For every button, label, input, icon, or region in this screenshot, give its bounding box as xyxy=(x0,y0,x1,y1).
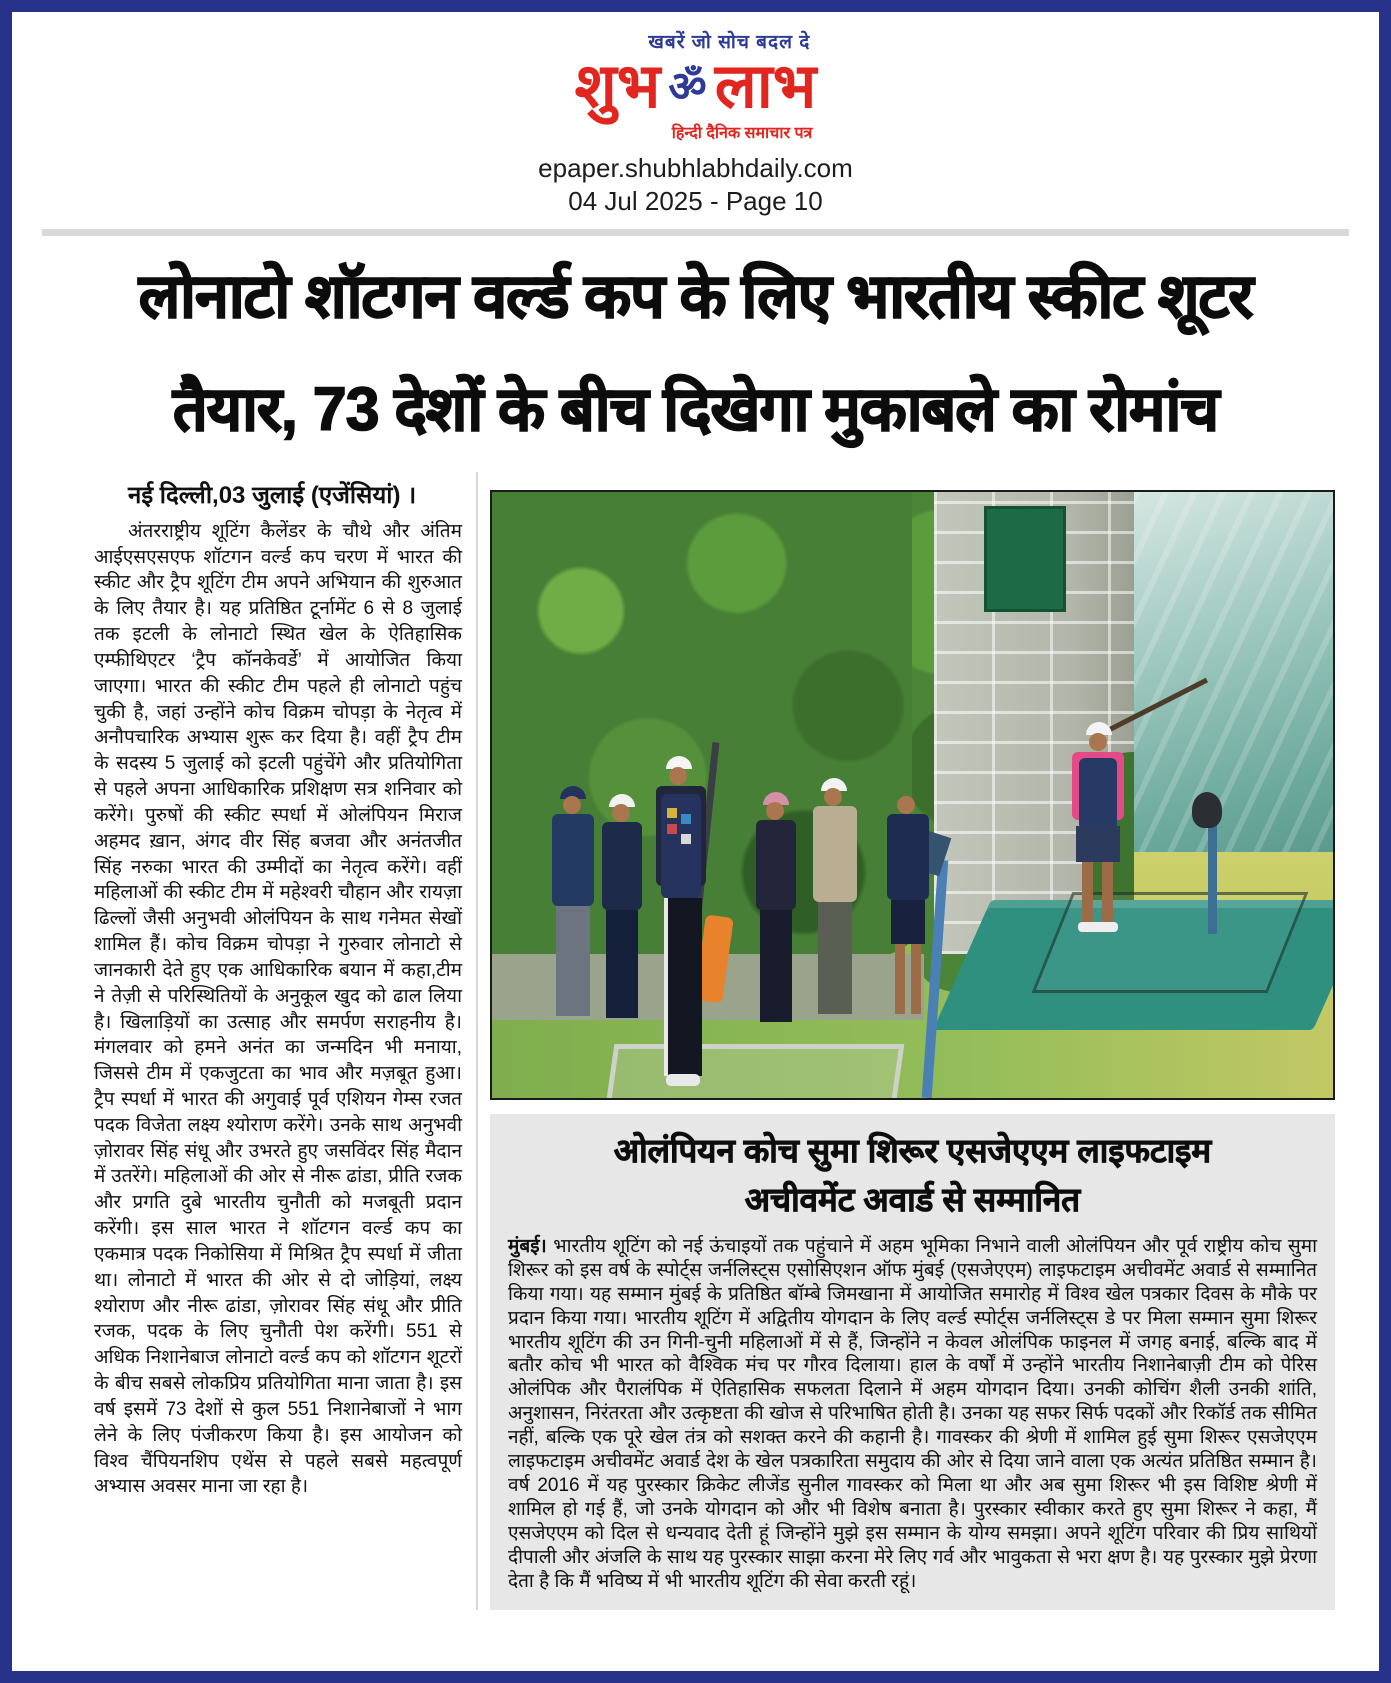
main-headline xyxy=(12,240,1379,466)
photo-shooter-shorts xyxy=(1076,826,1120,862)
masthead-subtitle: हिन्दी दैनिक समाचार पत्र xyxy=(671,125,813,143)
photo-person-5-head xyxy=(897,796,915,814)
ganesh-om-icon: ॐ xyxy=(668,62,707,110)
photo-person-4-head xyxy=(824,788,842,806)
main-headline-line2: तैयार, 73 देशों के बीच दिखेगा मुकाबले का रोमांच xyxy=(172,374,1219,443)
photo-person-3-head xyxy=(766,802,784,820)
photo-person-5-shorts xyxy=(891,900,925,944)
left-column xyxy=(94,472,462,1610)
photo-person-3-legs xyxy=(760,910,792,1022)
divider-rule xyxy=(42,229,1349,236)
second-headline-line2: अचीवमेंट अवार्ड से सम्मानित xyxy=(744,1181,1081,1219)
photo-woman-pants xyxy=(664,898,702,1076)
photo-person-1 xyxy=(550,786,600,1026)
photo-target-machine-head xyxy=(1192,792,1222,828)
article-columns xyxy=(12,472,1379,1610)
photo-woman-shoe xyxy=(666,1074,700,1086)
right-column xyxy=(476,472,1335,1610)
second-article-body xyxy=(508,1235,1317,1594)
photo-person-2-legs xyxy=(606,910,638,1018)
second-article-lead: मुंबई। xyxy=(508,1235,547,1257)
masthead-title-word2: लाभ xyxy=(714,52,817,121)
photo-person-4-body xyxy=(813,806,857,902)
masthead-tagline: खबरें जो सोच बदल दे xyxy=(648,32,811,53)
photo-person-woman xyxy=(644,756,764,1096)
photo-woman-head xyxy=(669,767,687,785)
photo-shooter xyxy=(1052,714,1182,974)
photo-shooter-vest xyxy=(1079,758,1117,830)
photo-person-2-head xyxy=(612,804,630,822)
photo-person-5-body xyxy=(887,814,929,900)
photo-person-5-legs xyxy=(895,944,905,1014)
photo-woman-badges xyxy=(667,808,677,818)
main-article-body: अंतरराष्ट्रीय शूटिंग कैलेंडर के चौथे और अंतिम आईएसएसएफ शॉटगन वर्ल्ड कप चरण में भारत की स्कीट और ट्रैप शूटिंग टीम अपने अभियान की शुरुआत के लिए तैयार है। यह प्रतिष्ठित टूर्नामेंट 6 से 8 जुलाई तक इटली के लोनाटो स्थित खेल के ऐतिहासिक एम्फीथिएटर ‘ट्रैप कॉनकेवर्डे’ में आयोजित किया जाएगा। भारत की स्कीट टीम पहले ही लोनाटो पहुंच चुकी है, जहां उन्होंने कोच विक्रम चोपड़ा के नेतृत्व में अनौपचारिक अभ्यास शुरू कर दिया है। वहीं ट्रैप टीम के सदस्य 5 जुलाई को इटली पहुंचेंगे और प्रतियोगिता से पहले अपना आधिकारिक प्रशिक्षण सत्र शनिवार को करेंगे। पुरुषों की स्कीट स्पर्धा में ओलंपियन मिराज अहमद ख़ान, अंगद वीर सिंह बजवा और अनंतजीत सिंह नरुका भारत की उम्मीदों का नेतृत्व करेंगे। वहीं महिलाओं की स्कीट टीम में महेश्वरी चौहान और रायज़ा ढिल्लों जैसी अनुभवी ओलंपियन के साथ गनेमत सेखों शामिल हैं। कोच विक्रम चोपड़ा ने गुरुवार लोनाटो से जानकारी देते हुए एक आधिकारिक बयान में कहा,टीम ने तेज़ी से परिस्थितियों के अनुकूल खुद को ढाल लिया है। खिलाड़ियों का उत्साह और समर्पण सराहनीय है। मंगलवार को हमने अनंत का जन्मदिन भी मनाया, जिससे टीम में एकजुटता का भाव और मज़बूत हुआ। ट्रैप स्पर्धा में भारत की अगुवाई पूर्व एशियन गेम्स रजत पदक विजेता लक्ष्य श्योराण करेंगे। उनके साथ अनुभवी ज़ोरावर सिंह संधू और उभरते हुए जसविंदर सिंह मैदान में उतरेंगे। महिलाओं की ओर से नीरू ढांडा, प्रीति रजक और प्रगति दुबे भारतीय चुनौती को मजबूती प्रदान करेंगी। इस साल भारत ने शॉटगन वर्ल्ड कप का एकमात्र पदक निकोसिया में मिश्रित ट्रैप स्पर्धा में जीता था। लोनाटो में भारत की ओर से दो जोड़ियां, लक्ष्य श्योराण और नीरू ढांडा, ज़ोरावर सिंह संधू और प्रीति रजक, पदक के लिए चुनौती पेश करेंगी। 551 से अधिक निशानेबाज लोनाटो वर्ल्ड कप को शॉटगन शूटरों के बीच सबसे लोकप्रिय प्रतियोगिता माना जाता है। इस वर्ष इसमें 73 देशों से कुल 551 निशानेबाजों ने भाग लेने के लिए पंजीकरण किया है। इस आयोजन को विश्व चैंपियनशिप एथेंस से पहले सबसे महत्वपूर्ण अभ्यास अवसर माना जा रहा है। xyxy=(94,520,462,1498)
photo-shooter-shoes xyxy=(1078,922,1118,932)
masthead-title xyxy=(575,54,817,119)
masthead xyxy=(12,12,1379,143)
photo-person-5 xyxy=(884,792,934,1027)
photo-person-1-body xyxy=(552,814,594,906)
photo-shooter-leg-left xyxy=(1082,862,1093,924)
masthead-title-word1: शुभ xyxy=(574,52,661,121)
epaper-url: epaper.shubhlabhdaily.com xyxy=(538,153,853,184)
photo-person-1-legs xyxy=(556,906,590,1016)
date-page-label: 04 Jul 2025 - Page 10 xyxy=(568,186,823,217)
photo-person-1-head xyxy=(563,796,581,814)
main-headline-line1: लोनाटो शॉटगन वर्ल्ड कप के लिए भारतीय स्कीट शूटर xyxy=(138,262,1253,331)
photo-shooter-leg-right xyxy=(1102,862,1113,924)
second-article-headline xyxy=(508,1126,1317,1225)
photo-person-2-body xyxy=(602,822,642,910)
photo-person-2 xyxy=(600,794,648,1024)
photo-person-4 xyxy=(810,778,862,1026)
second-article-text: भारतीय शूटिंग को नई ऊंचाइयों तक पहुंचाने में अहम भूमिका निभाने वाली ओलंपियन और पूर्व राष्ट्रीय कोच सुमा शिरूर को इस वर्ष के स्पोर्ट्स जर्नलिस्ट्स एसोसिएशन ऑफ मुंबई (एसजेएएम) लाइफटाइम अचीवमेंट अवार्ड से सम्मानित किया गया। यह सम्मान मुंबई के प्रतिष्ठित बॉम्बे जिमखाना में आयोजित समारोह में विश्व खेल पत्रकार दिवस के मौके पर प्रदान किया गया। भारतीय शूटिंग में अद्वितीय योगदान के लिए वर्ल्ड स्पोर्ट्स जर्नलिस्ट्स डे पर मिला सम्मान सुमा शिरूर भारतीय शूटिंग की उन गिनी-चुनी महिलाओं में से हैं, जिन्होंने न केवल ओलंपिक फाइनल में जगह बनाई, बल्कि बाद में बतौर कोच भी भारत को वैश्विक मंच पर गौरव दिलाया। हाल के वर्षों में उन्होंने भारतीय निशानेबाज़ी टीम को पेरिस ओलंपिक और पैरालंपिक में ऐतिहासिक सफलता दिलाने में अहम योगदान दिया। उनकी कोचिंग शैली उनकी शांति, अनुशासन, निरंतरता और उत्कृष्टता की खोज से परिभाषित होती है। उनका यह सफर सिर्फ पदकों और रिकॉर्ड तक सीमित नहीं, बल्कि एक पूरे खेल तंत्र को सशक्त करने की कहानी है। गावस्कर की श्रेणी में शामिल हुई सुमा शिरूर एसजेएएम लाइफटाइम अचीवमेंट अवार्ड देश के खेल पत्रकारिता समुदाय की ओर से दिया जाने वाला एक अत्यंत प्रतिष्ठित सम्मान है। वर्ष 2016 में यह पुरस्कार क्रिकेट लीजेंड सुनील गावस्कर को मिला था और अब सुमा शिरूर भी इस विशिष्ट श्रेणी में शामिल हो गई हैं, जो उनके योगदान को और भी विशेष बनाता है। पुरस्कार स्वीकार करते हुए सुमा शिरूर ने कहा, मैं एसजेएएम को दिल से धन्यवाद देती हूं जिन्होंने मुझे इस सम्मान के योग्य समझा। अपने शूटिंग परिवार की प्रिय साथियों दीपाली और अंजलि के साथ यह पुरस्कार साझा करना मेरे लिए गर्व और भावुकता से भरा क्षण है। यह पुरस्कार मुझे प्रेरणा देता है कि मैं भविष्य में भी भारतीय शूटिंग की सेवा करती रहूं। xyxy=(508,1235,1317,1592)
second-headline-line1: ओलंपियन कोच सुमा शिरूर एसजेएएम लाइफटाइम xyxy=(613,1131,1212,1169)
photo-green-box xyxy=(984,506,1066,612)
photo-person-3-body xyxy=(756,820,796,910)
second-article xyxy=(490,1114,1335,1610)
photo-target-machine-pole xyxy=(1208,822,1217,934)
photo-person-3 xyxy=(754,792,802,1027)
dateline: नई दिल्ली,03 जुलाई (एजेंसियां) । xyxy=(128,481,417,509)
photo-shooter-head xyxy=(1089,733,1107,751)
shooting-range-photo xyxy=(490,490,1335,1100)
photo-person-4-legs xyxy=(818,902,852,1014)
